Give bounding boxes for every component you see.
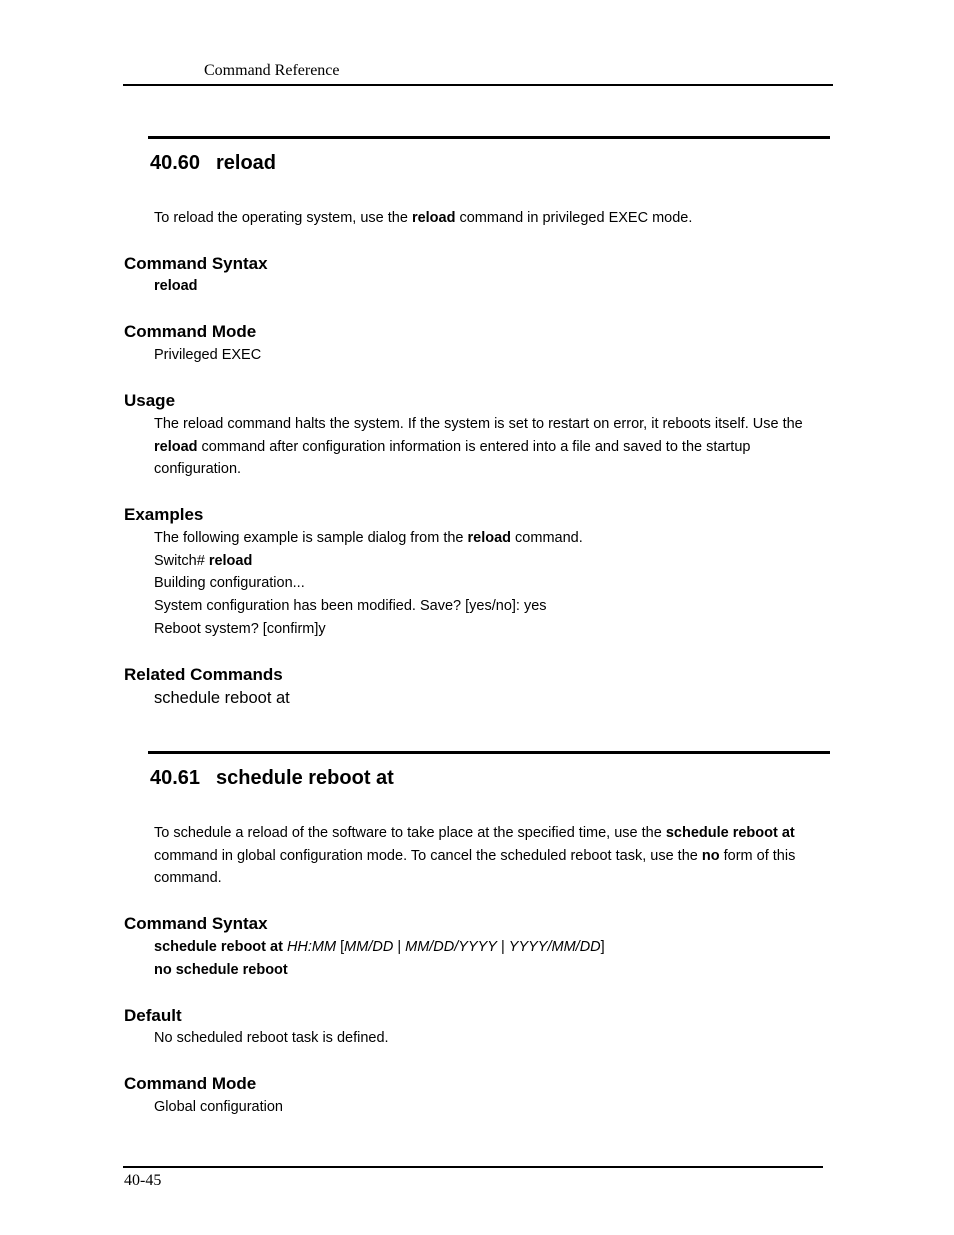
footer-rule [123, 1166, 823, 1168]
related-command: schedule reboot at [154, 689, 290, 707]
header-rule [123, 84, 833, 86]
section-number: 40.60 [150, 152, 201, 174]
command-syntax-heading: Command Syntax [124, 254, 268, 273]
running-header: Command Reference [204, 62, 340, 79]
example-line: Building configuration... [154, 575, 305, 592]
example-prompt: Switch# reload [154, 552, 253, 569]
examples-block [154, 527, 819, 641]
default-heading: Default [124, 1006, 182, 1025]
command-mode: Privileged EXEC [154, 347, 262, 363]
example-line: System configuration has been modified. Save? [yes/no]: yes [154, 598, 547, 615]
command-syntax: reload [154, 278, 198, 294]
usage-text: The reload command halts the system. If the system is set to restart on error, it reboots itself. Use the reload command after configuration information is entered into a file and saved to the startup configuration. [154, 416, 803, 478]
section-rule [148, 136, 830, 139]
example-line: Reboot system? [confirm]y [154, 620, 326, 637]
section-title-reload [150, 152, 276, 175]
command-mode-heading: Command Mode [124, 1074, 257, 1093]
usage-heading: Usage [124, 391, 176, 410]
section-intro: To reload the operating system, use the reload command in privileged EXEC mode. [154, 210, 693, 226]
example-intro: The following example is sample dialog from the reload command. [154, 530, 583, 546]
related-commands-heading: Related Commands [124, 665, 283, 684]
no-form-syntax: no schedule reboot [154, 961, 288, 978]
section-name: reload [216, 152, 277, 174]
section-intro: To schedule a reload of the software to take place at the specified time, use the schedule reboot at command in global configuration mode. To cancel the scheduled reboot task, use the no form of this command. [154, 825, 796, 887]
section-title-schedule-reboot-at [150, 767, 394, 790]
command-syntax [154, 936, 819, 981]
command-mode: Global configuration [154, 1099, 283, 1115]
page-number: 40-45 [124, 1172, 162, 1189]
default-text: No scheduled reboot task is defined. [154, 1030, 389, 1046]
section-name: schedule reboot at [216, 767, 394, 789]
section-number: 40.61 [150, 767, 201, 789]
syntax-line: schedule reboot at HH:MM [MM/DD | MM/DD/YYYY | YYYY/MM/DD] [154, 939, 605, 955]
command-mode-heading: Command Mode [124, 322, 257, 341]
section-rule [148, 751, 830, 754]
command-syntax-heading: Command Syntax [124, 914, 268, 933]
examples-heading: Examples [124, 505, 204, 524]
